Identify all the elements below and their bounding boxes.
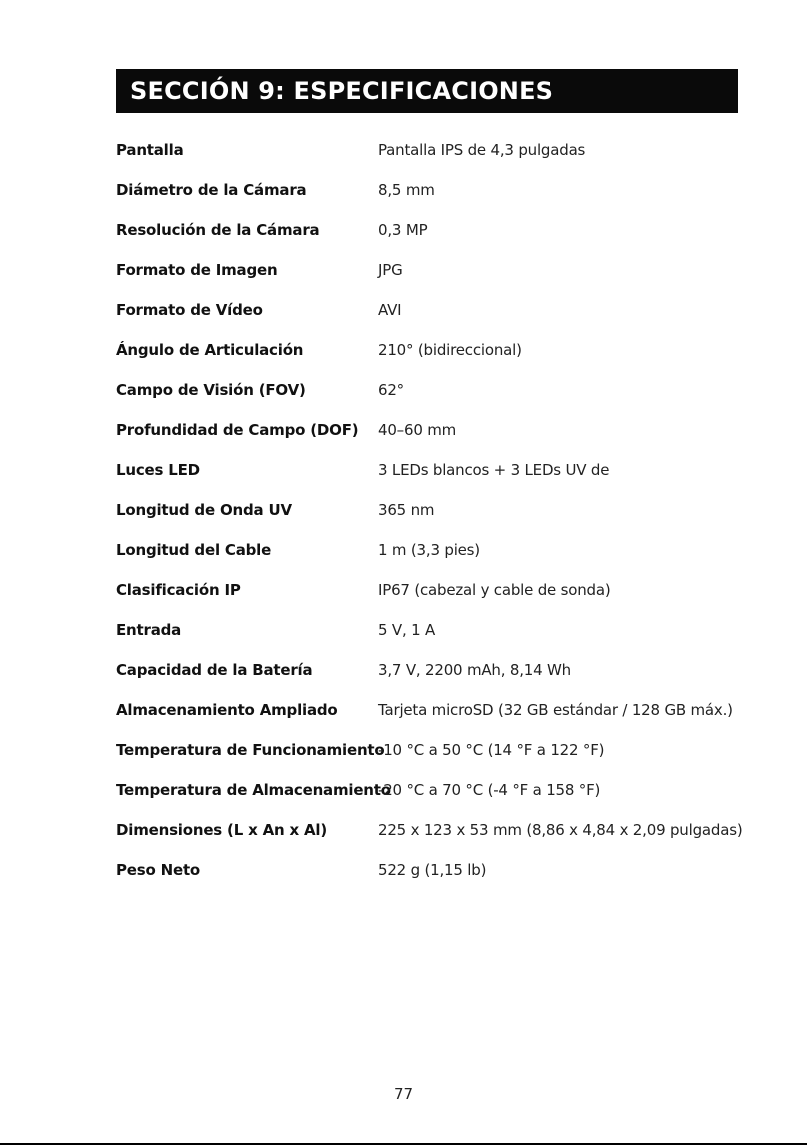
section-title: SECCIÓN 9: ESPECIFICACIONES — [130, 77, 554, 105]
spec-label: Entrada — [116, 621, 182, 639]
spec-row-formato-imagen — [116, 250, 756, 290]
spec-row-bateria — [116, 650, 756, 690]
spec-row-formato-video — [116, 290, 756, 330]
spec-label: Resolución de la Cámara — [116, 221, 320, 239]
spec-label: Capacidad de la Batería — [116, 661, 313, 679]
spec-row-almacenamiento — [116, 690, 756, 730]
spec-value: 3,7 V, 2200 mAh, 8,14 Wh — [378, 661, 571, 679]
spec-value: 3 LEDs blancos + 3 LEDs UV de — [378, 461, 610, 479]
spec-label: Temperatura de Almacenamiento — [116, 781, 391, 799]
spec-label: Formato de Vídeo — [116, 301, 263, 319]
spec-value: AVI — [378, 301, 402, 319]
spec-value: 522 g (1,15 lb) — [378, 861, 487, 879]
spec-value: 225 x 123 x 53 mm (8,86 x 4,84 x 2,09 pulgadas) — [378, 821, 743, 839]
spec-label: Longitud de Onda UV — [116, 501, 292, 519]
spec-value: 62° — [378, 381, 404, 399]
spec-row-temp-funcionamiento — [116, 730, 756, 770]
spec-label: Temperatura de Funcionamiento — [116, 741, 385, 759]
spec-label: Pantalla — [116, 141, 184, 159]
spec-value: 5 V, 1 A — [378, 621, 436, 639]
section-header — [116, 69, 738, 113]
spec-label: Diámetro de la Cámara — [116, 181, 307, 199]
spec-value: 210° (bidireccional) — [378, 341, 522, 359]
spec-row-diametro — [116, 170, 756, 210]
spec-value: 0,3 MP — [378, 221, 428, 239]
bottom-rule — [0, 1143, 807, 1145]
spec-value: IP67 (cabezal y cable de sonda) — [378, 581, 611, 599]
spec-row-angulo — [116, 330, 756, 370]
spec-label: Longitud del Cable — [116, 541, 272, 559]
spec-row-pantalla — [116, 130, 756, 170]
spec-row-temp-almacenamiento — [116, 770, 756, 810]
spec-value: 8,5 mm — [378, 181, 435, 199]
spec-value: 40–60 mm — [378, 421, 457, 439]
spec-value: 1 m (3,3 pies) — [378, 541, 480, 559]
spec-row-ip — [116, 570, 756, 610]
spec-label: Clasificación IP — [116, 581, 241, 599]
page-number: 77 — [393, 1085, 414, 1103]
spec-label: Campo de Visión (FOV) — [116, 381, 306, 399]
spec-row-resolucion — [116, 210, 756, 250]
spec-value: -10 °C a 50 °C (14 °F a 122 °F) — [378, 741, 605, 759]
spec-value: Pantalla IPS de 4,3 pulgadas — [378, 141, 586, 159]
spec-value: Tarjeta microSD (32 GB estándar / 128 GB máx.) — [378, 701, 733, 719]
spec-row-dimensiones — [116, 810, 756, 850]
spec-row-peso — [116, 850, 756, 890]
spec-label: Peso Neto — [116, 861, 201, 879]
spec-label: Ángulo de Articulación — [116, 341, 304, 359]
spec-label: Almacenamiento Ampliado — [116, 701, 338, 719]
spec-row-fov — [116, 370, 756, 410]
spec-row-entrada — [116, 610, 756, 650]
spec-value: JPG — [378, 261, 403, 279]
spec-row-onda-uv — [116, 490, 756, 530]
spec-value: 365 nm — [378, 501, 435, 519]
spec-row-dof — [116, 410, 756, 450]
spec-row-cable — [116, 530, 756, 570]
spec-row-luces-led — [116, 450, 756, 490]
spec-label: Profundidad de Campo (DOF) — [116, 421, 359, 439]
spec-table — [116, 130, 756, 890]
spec-label: Dimensiones (L x An x Al) — [116, 821, 327, 839]
spec-value: -20 °C a 70 °C (-4 °F a 158 °F) — [378, 781, 601, 799]
spec-label: Formato de Imagen — [116, 261, 278, 279]
spec-label: Luces LED — [116, 461, 200, 479]
